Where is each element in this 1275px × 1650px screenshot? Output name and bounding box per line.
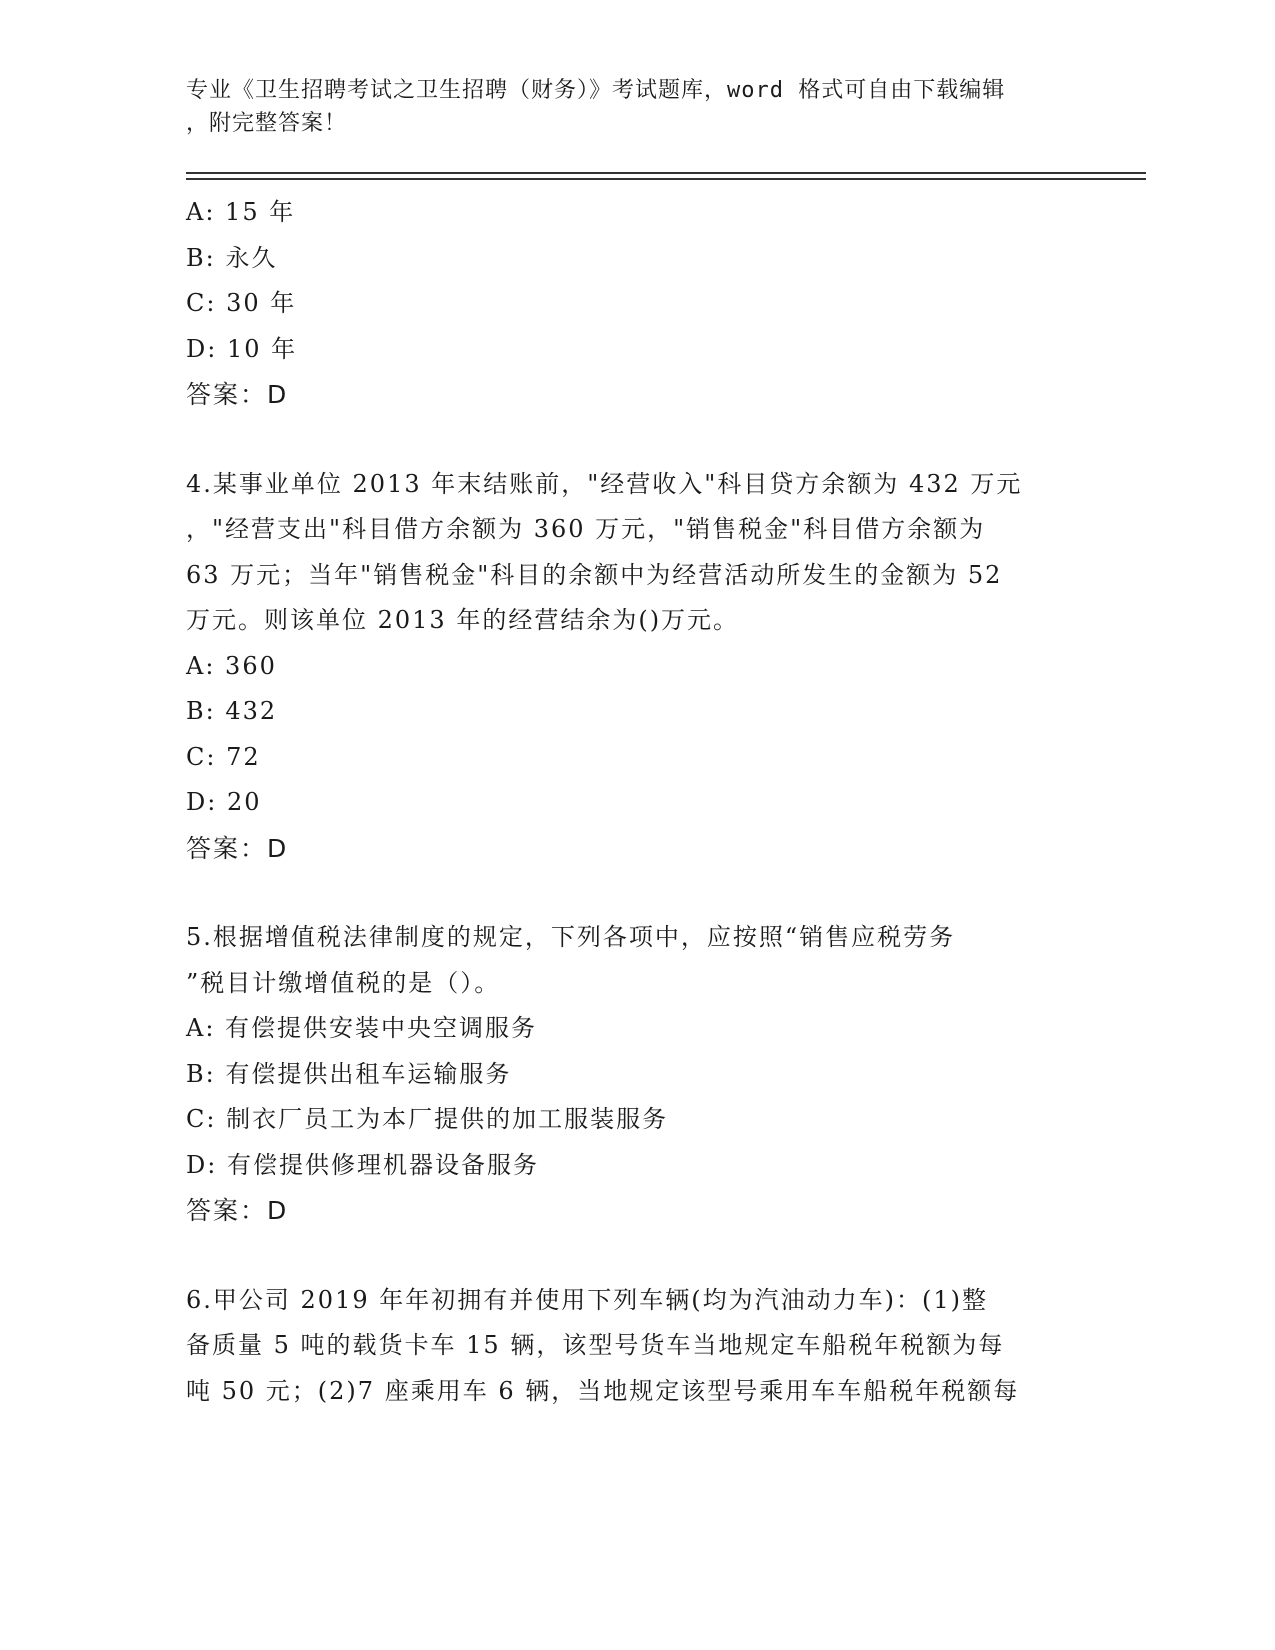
option-b: B: 有偿提供出租车运输服务 — [186, 1059, 512, 1088]
option-a: A: 有偿提供安装中央空调服务 — [186, 1014, 538, 1042]
question-stem-line: 吨 50 元；(2)7 座乘用车 6 辆，当地规定该型号乘用车车船税年税额每 — [186, 1376, 1020, 1405]
spacer — [186, 418, 1086, 462]
question-stem-line: 5.根据增值税法律制度的规定，下列各项中，应按照“销售应税劳务 — [186, 923, 956, 951]
question-3 — [186, 190, 1086, 418]
option-b: B: 永久 — [186, 243, 278, 272]
answer: 答案：D — [186, 833, 289, 863]
question-stem-line: ”税目计缴增值税的是（）。 — [186, 968, 501, 997]
option-d: D: 10 年 — [186, 334, 298, 363]
question-4 — [186, 462, 1086, 872]
question-stem-line: 63 万元；当年"销售税金"科目的余额中为经营活动所发生的金额为 52 — [186, 560, 1003, 589]
question-stem-line: 4.某事业单位 2013 年末结账前，"经营收入"科目贷方余额为 432 万元 — [186, 469, 1023, 498]
answer: 答案：D — [186, 1196, 289, 1225]
question-6 — [186, 1278, 1086, 1415]
option-d: D: 有偿提供修理机器设备服务 — [186, 1150, 539, 1179]
document-header — [186, 74, 1066, 140]
option-c: C: 72 — [186, 742, 261, 771]
option-a: A: 15 年 — [186, 198, 296, 226]
header-line-1: 专业《卫生招聘考试之卫生招聘（财务）》考试题库，word 格式可自由下载编辑 — [186, 78, 1006, 103]
option-c: C: 30 年 — [186, 289, 297, 317]
spacer — [186, 1234, 1086, 1278]
option-d: D: 20 — [186, 788, 262, 816]
option-a: A: 360 — [186, 651, 277, 680]
option-c: C: 制衣厂员工为本厂提供的加工服装服务 — [186, 1105, 669, 1133]
header-rule-bottom — [186, 178, 1146, 180]
question-5 — [186, 915, 1086, 1234]
question-stem-line: 6.甲公司 2019 年年初拥有并使用下列车辆(均为汽油动力车)：(1)整 — [186, 1285, 988, 1314]
header-line-2: ，附完整答案！ — [186, 111, 348, 136]
answer: 答案：D — [186, 380, 289, 409]
question-content — [186, 190, 1086, 1414]
option-b: B: 432 — [186, 697, 278, 725]
header-rule-top — [186, 172, 1146, 174]
question-stem-line: ，"经营支出"科目借方余额为 360 万元，"销售税金"科目借方余额为 — [186, 515, 986, 543]
question-stem-line: 万元。则该单位 2013 年的经营结余为()万元。 — [186, 606, 740, 634]
question-stem-line: 备质量 5 吨的载货卡车 15 辆，该型号货车当地规定车船税年税额为每 — [186, 1331, 1005, 1359]
spacer — [186, 871, 1086, 915]
